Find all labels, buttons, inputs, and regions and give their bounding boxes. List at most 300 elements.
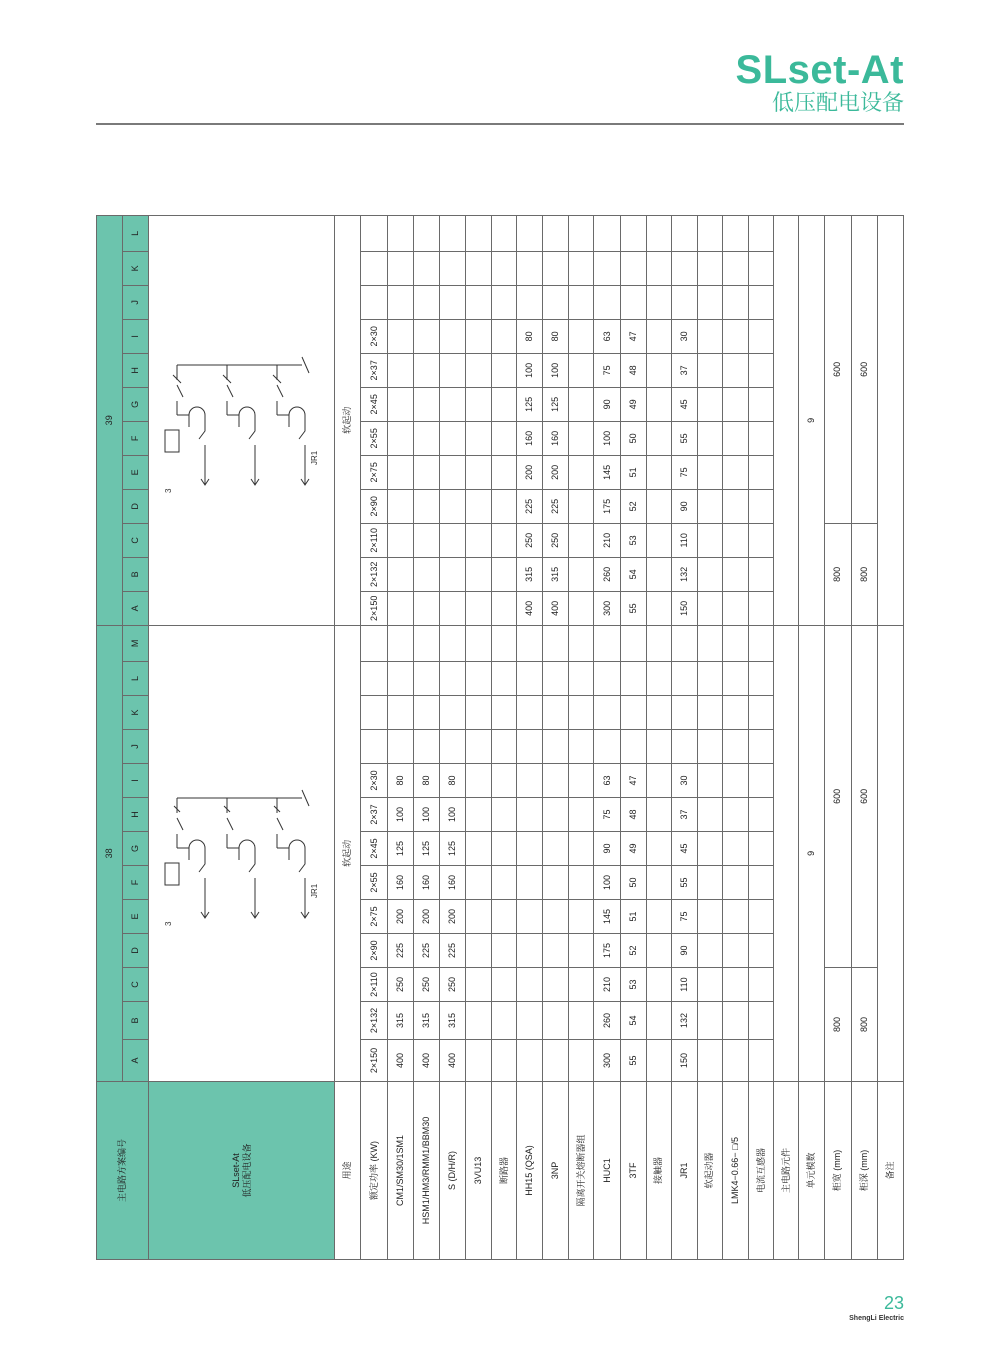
ct-group-38-10: [749, 696, 774, 730]
switch-0-38-4: [517, 900, 543, 934]
breaker-0-38-5: 160: [387, 866, 413, 900]
purpose-38: 软起动: [335, 625, 361, 1081]
breaker-group-38-3: [492, 934, 517, 968]
switch-1-39-9: [543, 285, 569, 319]
breaker-0-39-6: [387, 387, 413, 421]
contactor-1-39-7: 48: [620, 353, 646, 387]
diagram-line: [302, 790, 309, 806]
switch-group-39-2: [569, 523, 594, 557]
contactor-0-38-0: 300: [594, 1040, 620, 1082]
ct-38-1: [723, 1002, 749, 1040]
breaker-1-39-5: [413, 421, 439, 455]
breaker-label-1: HSM1/HM3/RMM1/BBM30: [413, 1082, 439, 1260]
power-39-7: 2×37: [361, 353, 387, 387]
switch-group-39-4: [569, 455, 594, 489]
footer-company: ShengLi Electric: [849, 1315, 904, 1322]
softstarter-0-39-2: 110: [671, 523, 697, 557]
breaker-0-39-4: [387, 455, 413, 489]
switch-group-38-3: [569, 934, 594, 968]
contactor-group-38-1: [646, 1002, 671, 1040]
diagram-line: [249, 848, 255, 872]
col-39-L: L: [123, 215, 149, 251]
switch-group-row: [569, 215, 594, 1259]
power-39-0: 2×150: [361, 591, 387, 625]
diagram-38-svg: [157, 768, 327, 938]
switch-group-39-6: [569, 387, 594, 421]
breaker-2-39-10: [439, 251, 465, 285]
switch-0-39-4: 200: [517, 455, 543, 489]
col-39-A: A: [123, 591, 149, 625]
depth-39-a: 800: [851, 523, 877, 625]
switch-1-39-7: 100: [543, 353, 569, 387]
contactor-0-38-10: [594, 696, 620, 730]
breaker-3-38-9: [465, 730, 491, 764]
contactor-1-38-4: 51: [620, 900, 646, 934]
switch-group-38-10: [569, 696, 594, 730]
main-circuit-label: 主电路元件: [774, 1082, 799, 1260]
switch-group-38-1: [569, 1002, 594, 1040]
contactor-0-38-4: 145: [594, 900, 620, 934]
breaker-2-39-8: [439, 319, 465, 353]
breaker-group-39-10: [492, 251, 517, 285]
breaker-1-38-2: 250: [413, 968, 439, 1002]
diagram-line: [199, 415, 205, 439]
switch-0-39-8: 80: [517, 319, 543, 353]
breaker-group-38-4: [492, 900, 517, 934]
col-39-I: I: [123, 319, 149, 353]
col-38-B: B: [123, 1002, 149, 1040]
switch-1-38-0: [543, 1040, 569, 1082]
remark-39: [877, 215, 903, 625]
spec-table-rotated: [96, 230, 904, 1260]
softstarter-0-38-2: 110: [671, 968, 697, 1002]
breaker-3-38-11: [465, 662, 491, 696]
power-39-2: 2×110: [361, 523, 387, 557]
power-39-5: 2×55: [361, 421, 387, 455]
breaker-3-38-3: [465, 934, 491, 968]
width-39-a: 800: [825, 523, 851, 625]
breaker-0-39-1: [387, 557, 413, 591]
switch-0-39-9: [517, 285, 543, 319]
diagram-line: [299, 848, 305, 872]
ct-group-39-8: [749, 319, 774, 353]
diagram-line: [249, 415, 255, 439]
ct-group-39-9: [749, 285, 774, 319]
ct-group-row: [749, 215, 774, 1259]
col-38-E: E: [123, 900, 149, 934]
contactor-group-39-1: [646, 557, 671, 591]
switch-group-39-0: [569, 591, 594, 625]
breaker-label-0: CM1/SM30/1SM1: [387, 1082, 413, 1260]
softstarter-group-39-9: [697, 285, 722, 319]
breaker-3-39-8: [465, 319, 491, 353]
breaker-0-38-0: 400: [387, 1040, 413, 1082]
softstarter-group-38-7: [697, 798, 722, 832]
breaker-0-38-8: 80: [387, 764, 413, 798]
breaker-group-38-10: [492, 696, 517, 730]
switch-0-38-10: [517, 696, 543, 730]
softstarter-0-39-7: 37: [671, 353, 697, 387]
ct-group-label: 电流互感器: [749, 1082, 774, 1260]
diagram-row: [149, 215, 335, 1259]
switch-0-39-11: [517, 215, 543, 251]
units-row: [799, 215, 825, 1259]
breaker-0-38-11: [387, 662, 413, 696]
product-cell: [149, 1082, 335, 1260]
breaker-group-39-3: [492, 489, 517, 523]
breaker-2-38-2: 250: [439, 968, 465, 1002]
softstarter-0-38-10: [671, 696, 697, 730]
diagram-line: [177, 385, 183, 397]
diagram-39-svg: [157, 335, 327, 505]
softstarter-group-39-2: [697, 523, 722, 557]
width-39-b: 600: [825, 215, 851, 523]
switch-label-0: HH15 (QSA): [517, 1082, 543, 1260]
softstarter-group-38-6: [697, 832, 722, 866]
switch-group-38-4: [569, 900, 594, 934]
power-38-5: 2×55: [361, 866, 387, 900]
softstarter-group-39-8: [697, 319, 722, 353]
contactor-label-0: HUC1: [594, 1082, 620, 1260]
softstarter-0-38-5: 55: [671, 866, 697, 900]
contactor-1-38-11: [620, 662, 646, 696]
spec-table-body: [97, 215, 904, 1259]
softstarter-group-39-7: [697, 353, 722, 387]
col-39-D: D: [123, 489, 149, 523]
power-38-11: [361, 662, 387, 696]
breaker-3-38-2: [465, 968, 491, 1002]
power-38-4: 2×75: [361, 900, 387, 934]
width-38-a: 800: [825, 968, 851, 1082]
jr1-box: [165, 863, 179, 885]
diagram-line: [177, 848, 189, 860]
ct-group-39-6: [749, 387, 774, 421]
contactor-0-38-11: [594, 662, 620, 696]
breaker-0-39-5: [387, 421, 413, 455]
spec-table-frame: [96, 230, 904, 1260]
remark-row: [877, 215, 903, 1259]
breaker-1-38-5: 160: [413, 866, 439, 900]
contactor-group-39-7: [646, 353, 671, 387]
softstarter-row-0: [671, 215, 697, 1259]
diagram-line: [277, 818, 283, 830]
diagram-line: [239, 840, 255, 848]
contactor-1-39-10: [620, 251, 646, 285]
jr1-label: JR1: [309, 884, 319, 899]
power-label: 额定功率 (KW): [361, 1082, 387, 1260]
breaker-2-38-5: 160: [439, 866, 465, 900]
breaker-3-39-6: [465, 387, 491, 421]
softstarter-0-39-4: 75: [671, 455, 697, 489]
switch-0-38-11: [517, 662, 543, 696]
breaker-1-39-0: [413, 591, 439, 625]
contactor-1-39-3: 52: [620, 489, 646, 523]
softstarter-group-label: 软起动器: [697, 1082, 722, 1260]
contactor-group-38-7: [646, 798, 671, 832]
diagram-line: [177, 818, 183, 830]
breaker-3-38-10: [465, 696, 491, 730]
breaker-row-1: [413, 215, 439, 1259]
contactor-1-39-6: 49: [620, 387, 646, 421]
breaker-3-39-7: [465, 353, 491, 387]
breaker-1-39-1: [413, 557, 439, 591]
breaker-1-39-6: [413, 387, 439, 421]
ct-39-8: [723, 319, 749, 353]
switch-0-39-3: 225: [517, 489, 543, 523]
contactor-1-38-3: 52: [620, 934, 646, 968]
breaker-0-38-7: 100: [387, 798, 413, 832]
breaker-group-39-6: [492, 387, 517, 421]
power-39-1: 2×132: [361, 557, 387, 591]
contactor-group-38-5: [646, 866, 671, 900]
softstarter-group-39-5: [697, 421, 722, 455]
switch-1-38-2: [543, 968, 569, 1002]
breaker-group-38-9: [492, 730, 517, 764]
breaker-2-38-0: 400: [439, 1040, 465, 1082]
breaker-2-39-2: [439, 523, 465, 557]
ct-38-7: [723, 798, 749, 832]
softstarter-0-39-1: 132: [671, 557, 697, 591]
softstarter-0-38-1: 132: [671, 1002, 697, 1040]
breaker-3-39-3: [465, 489, 491, 523]
product-name: SLset-At: [230, 1153, 241, 1188]
contactor-1-38-12: [620, 625, 646, 661]
col-39-F: F: [123, 421, 149, 455]
switch-group-39-3: [569, 489, 594, 523]
power-39-11: [361, 215, 387, 251]
diagram-line: [299, 415, 305, 439]
breaker-group-38-6: [492, 832, 517, 866]
contactor-group-38-12: [646, 625, 671, 661]
breaker-group-39-0: [492, 591, 517, 625]
col-38-J: J: [123, 730, 149, 764]
switch-1-39-11: [543, 215, 569, 251]
contactor-1-39-2: 53: [620, 523, 646, 557]
switch-group-39-9: [569, 285, 594, 319]
depth-row: [851, 215, 877, 1259]
contactor-0-39-6: 90: [594, 387, 620, 421]
breaker-group-38-7: [492, 798, 517, 832]
breaker-1-38-10: [413, 696, 439, 730]
contactor-group-39-11: [646, 215, 671, 251]
ct-39-5: [723, 421, 749, 455]
spec-table: [96, 215, 904, 1260]
contactor-group-39-4: [646, 455, 671, 489]
breaker-2-38-9: [439, 730, 465, 764]
breaker-3-38-12: [465, 625, 491, 661]
purpose-label: 用途: [335, 1082, 361, 1260]
scheme-39: 39: [97, 215, 123, 625]
col-39-H: H: [123, 353, 149, 387]
softstarter-0-38-8: 30: [671, 764, 697, 798]
contactor-1-38-0: 55: [620, 1040, 646, 1082]
contactor-row-0: [594, 215, 620, 1259]
breaker-1-38-6: 125: [413, 832, 439, 866]
switch-0-38-0: [517, 1040, 543, 1082]
softstarter-group-38-9: [697, 730, 722, 764]
width-label: 柜宽 (mm): [825, 1082, 851, 1260]
breaker-group-38-0: [492, 1040, 517, 1082]
breaker-1-38-7: 100: [413, 798, 439, 832]
switch-1-38-8: [543, 764, 569, 798]
breaker-0-38-4: 200: [387, 900, 413, 934]
breaker-group-39-1: [492, 557, 517, 591]
breaker-2-38-10: [439, 696, 465, 730]
contactor-0-38-9: [594, 730, 620, 764]
contactor-1-38-10: [620, 696, 646, 730]
power-38-0: 2×150: [361, 1040, 387, 1082]
ct-39-0: [723, 591, 749, 625]
breaker-3-38-7: [465, 798, 491, 832]
contactor-0-39-10: [594, 251, 620, 285]
col-38-F: F: [123, 866, 149, 900]
breaker-0-38-1: 315: [387, 1002, 413, 1040]
ct-39-1: [723, 557, 749, 591]
switch-group-38-2: [569, 968, 594, 1002]
breaker-0-38-10: [387, 696, 413, 730]
contactor-0-39-5: 100: [594, 421, 620, 455]
breaker-3-38-1: [465, 1002, 491, 1040]
breaker-2-39-5: [439, 421, 465, 455]
phase-label: 3: [163, 488, 173, 494]
ct-group-39-0: [749, 591, 774, 625]
scheme-label: 主电路方案编号: [97, 1082, 149, 1260]
switch-1-39-8: 80: [543, 319, 569, 353]
contactor-1-38-1: 54: [620, 1002, 646, 1040]
switch-0-38-3: [517, 934, 543, 968]
switch-1-38-9: [543, 730, 569, 764]
units-39: 9: [799, 215, 825, 625]
softstarter-0-39-8: 30: [671, 319, 697, 353]
col-39-C: C: [123, 523, 149, 557]
col-38-K: K: [123, 696, 149, 730]
contactor-0-39-0: 300: [594, 591, 620, 625]
switch-0-38-5: [517, 866, 543, 900]
breaker-1-39-11: [413, 215, 439, 251]
breaker-1-39-8: [413, 319, 439, 353]
softstarter-0-38-0: 150: [671, 1040, 697, 1082]
breaker-row-0: [387, 215, 413, 1259]
switch-group-38-11: [569, 662, 594, 696]
switch-1-38-7: [543, 798, 569, 832]
contactor-group-39-3: [646, 489, 671, 523]
contactor-0-39-3: 175: [594, 489, 620, 523]
ct-group-38-12: [749, 625, 774, 661]
contactor-group-38-11: [646, 662, 671, 696]
depth-label: 柜深 (mm): [851, 1082, 877, 1260]
softstarter-0-39-9: [671, 285, 697, 319]
breaker-group-38-8: [492, 764, 517, 798]
contactor-0-38-5: 100: [594, 866, 620, 900]
contactor-group-39-9: [646, 285, 671, 319]
breaker-0-39-9: [387, 285, 413, 319]
diagram-38: [149, 625, 335, 1081]
breaker-2-39-6: [439, 387, 465, 421]
breaker-1-39-7: [413, 353, 439, 387]
breaker-group-38-11: [492, 662, 517, 696]
diagram-line: [277, 415, 289, 427]
breaker-2-39-1: [439, 557, 465, 591]
contactor-0-39-11: [594, 215, 620, 251]
breaker-group-39-11: [492, 215, 517, 251]
breaker-0-38-9: [387, 730, 413, 764]
breaker-0-39-0: [387, 591, 413, 625]
breaker-row-3: [465, 215, 491, 1259]
power-39-8: 2×30: [361, 319, 387, 353]
softstarter-group-38-10: [697, 696, 722, 730]
breaker-0-39-3: [387, 489, 413, 523]
contactor-label-1: 3TF: [620, 1082, 646, 1260]
breaker-group-39-8: [492, 319, 517, 353]
contactor-group-38-2: [646, 968, 671, 1002]
diagram-line: [227, 385, 233, 397]
switch-0-38-9: [517, 730, 543, 764]
breaker-1-38-8: 80: [413, 764, 439, 798]
depth-38-b: 600: [851, 625, 877, 967]
softstarter-group-38-12: [697, 625, 722, 661]
contactor-0-39-2: 210: [594, 523, 620, 557]
breaker-group-row: [492, 215, 517, 1259]
softstarter-0-39-10: [671, 251, 697, 285]
switch-group-39-5: [569, 421, 594, 455]
ct-group-38-2: [749, 968, 774, 1002]
breaker-group-38-5: [492, 866, 517, 900]
breaker-0-39-10: [387, 251, 413, 285]
contactor-group-39-8: [646, 319, 671, 353]
softstarter-group-38-8: [697, 764, 722, 798]
contactor-1-38-9: [620, 730, 646, 764]
col-38-L: L: [123, 662, 149, 696]
switch-1-39-3: 225: [543, 489, 569, 523]
contactor-1-38-7: 48: [620, 798, 646, 832]
softstarter-0-39-3: 90: [671, 489, 697, 523]
switch-1-39-2: 250: [543, 523, 569, 557]
breaker-1-38-12: [413, 625, 439, 661]
breaker-1-38-4: 200: [413, 900, 439, 934]
breaker-1-39-4: [413, 455, 439, 489]
breaker-group-label: 断路器: [492, 1082, 517, 1260]
contactor-1-39-8: 47: [620, 319, 646, 353]
switch-0-38-12: [517, 625, 543, 661]
switch-1-39-4: 200: [543, 455, 569, 489]
ct-39-10: [723, 251, 749, 285]
diagram-line: [289, 840, 305, 848]
breaker-1-38-1: 315: [413, 1002, 439, 1040]
header-scheme-row: [97, 215, 123, 1259]
softstarter-group-39-4: [697, 455, 722, 489]
main-circuit-38: [774, 625, 799, 1081]
breaker-1-39-3: [413, 489, 439, 523]
diagram-39: [149, 215, 335, 625]
breaker-2-38-3: 225: [439, 934, 465, 968]
diagram-line: [177, 415, 189, 427]
switch-1-39-10: [543, 251, 569, 285]
breaker-3-39-0: [465, 591, 491, 625]
breaker-2-38-6: 125: [439, 832, 465, 866]
softstarter-group-38-2: [697, 968, 722, 1002]
power-38-12: [361, 625, 387, 661]
breaker-1-39-9: [413, 285, 439, 319]
softstarter-group-39-6: [697, 387, 722, 421]
switch-0-38-1: [517, 1002, 543, 1040]
switch-1-38-12: [543, 625, 569, 661]
breaker-group-39-4: [492, 455, 517, 489]
breaker-2-39-9: [439, 285, 465, 319]
breaker-2-38-7: 100: [439, 798, 465, 832]
contactor-0-38-7: 75: [594, 798, 620, 832]
contactor-0-39-1: 260: [594, 557, 620, 591]
softstarter-0-38-6: 45: [671, 832, 697, 866]
